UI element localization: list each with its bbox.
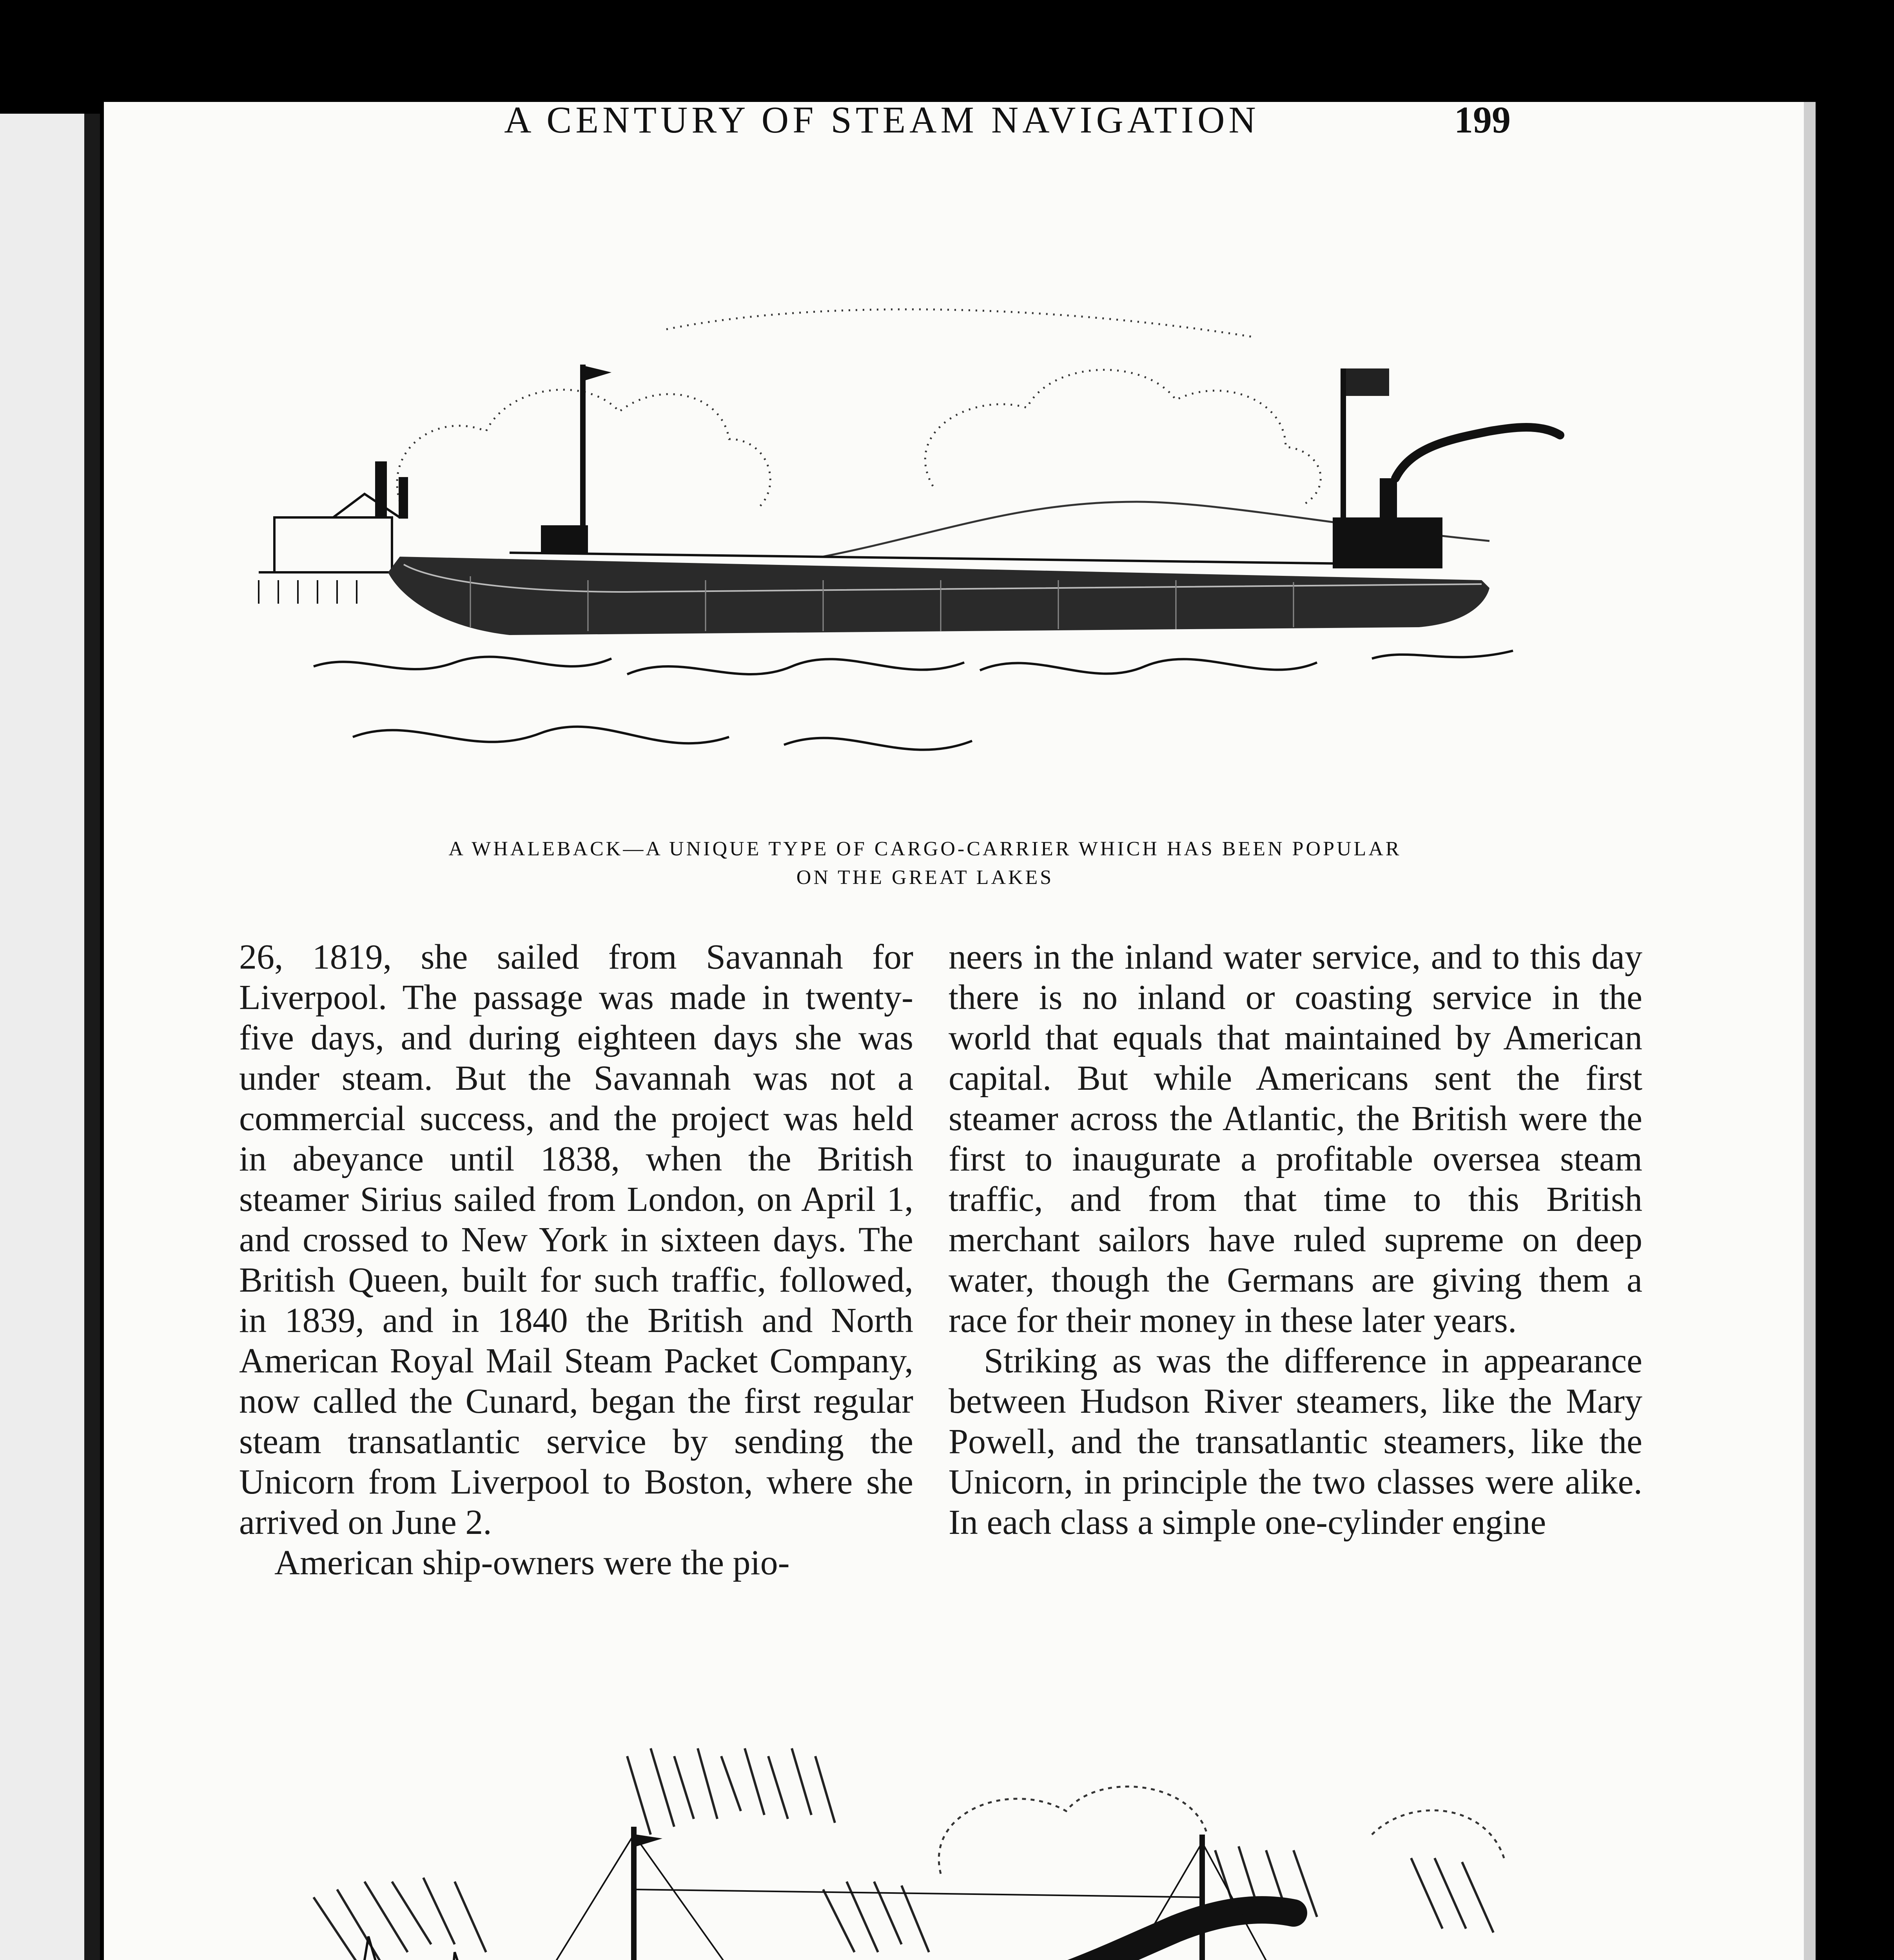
page-number: 199: [1454, 99, 1511, 141]
right-paragraph-2: Striking as was the difference in appearance between Hudson River steamers, like the Mary Powell, and the transatlantic steamers, like the Unicorn, in principle the two classes were alike. In each class a simple one-cylinder engine: [949, 1341, 1642, 1542]
top-caption-line2: ON THE GREAT LAKES: [796, 866, 1054, 889]
running-title: A CENTURY OF STEAM NAVIGATION: [504, 99, 1260, 141]
left-paragraph-1: 26, 1819, she sailed from Savannah for Liverpool. The passage was made in twenty-five days, and during eighteen days she was under steam. But the Savannah was not a commercial success, and the project was held in abeyance until 1838, when the British steamer Sirius sailed from London, on April 1, and crossed to New York in sixteen days. The British Queen, built for such traffic, followed, in 1839, and in 1840 the British and North American Royal Mail Steam Packet Company, now called the Cunard, began the first regular steam transatlantic service by sending the Unicorn from Liverpool to Boston, where she arrived on June 2.: [239, 938, 913, 1542]
top-figure-caption: [274, 835, 1576, 892]
top-caption-line1: A WHALEBACK—A UNIQUE TYPE OF CARGO-CARRIER WHICH HAS BEEN POPULAR: [448, 838, 1402, 860]
right-text-column: [949, 937, 1642, 1543]
facing-page-edge: [0, 114, 84, 1960]
page-right-edge: [1804, 102, 1816, 1960]
whaleback-illustration: [235, 282, 1599, 815]
left-text-column: [239, 937, 913, 1583]
right-paragraph-1: neers in the inland water service, and to this day there is no inland or coasting service in the world that equals that maintained by American capital. But while Americans sent the first steamer across the Atlantic, the British were the first to inaugurate a profitable oversea steam traffic, and from that time to this British merchant sailors have ruled supreme on deep water, though the Germans are giving them a race for their money in these later years.: [949, 938, 1642, 1340]
left-paragraph-2: American ship-owners were the pio-: [274, 1543, 790, 1582]
steam-yacht-illustration: [235, 1733, 1591, 1960]
gutter-shadow: [84, 114, 100, 1960]
